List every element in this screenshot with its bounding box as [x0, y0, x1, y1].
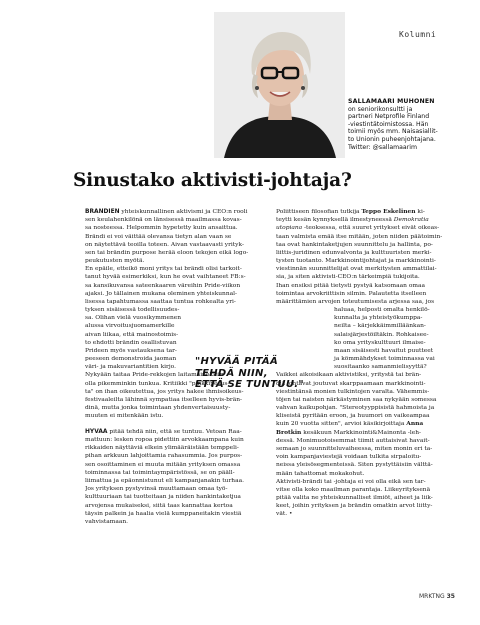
- section-label: Kolumni: [399, 30, 437, 39]
- body-line: on näytettävä teoilla toteen. Aivan vastaavasti yrityk-: [85, 241, 244, 248]
- bio-line: on seniorikonsultti ja: [348, 105, 413, 113]
- bio-line: toimii myös mm. Naisasiallit-: [348, 128, 438, 136]
- body-line: En epäile, etteikö moni yritys tai brändi olisi tarkoit-: [85, 266, 242, 273]
- body-line: arvojensa mukaiseksi, siitä taas kannattaa kertoa: [85, 502, 233, 509]
- author-name: SALLAMAARI MUHONEN: [348, 98, 435, 105]
- body-line: ja kömmähdykset toiminnassa vai: [334, 356, 435, 363]
- body-line: diä johtavat joutuvat skarppaamaan markkinointi-: [276, 380, 426, 387]
- body-line: tanut hyvää esimerkiksi, kun he ovat vaihtaneet FB:s-: [85, 274, 246, 281]
- body-line: keet, joihin yrityksen ja brändin omatkin arvot liitty-: [276, 503, 433, 510]
- body-line: mään tahattomat mokakohut.: [276, 470, 365, 477]
- body-line: neilta – kärjekkäimmilläänkan-: [334, 323, 426, 330]
- body-line: sa kansikuvansa sateenkaaren väreihin Pride-viikon: [85, 282, 241, 289]
- body-line: olla pikemminkin tunkua. Kritiikki "pinkkipesus-: [85, 380, 230, 387]
- body-line: sia, ja siten aktivisti-CEO:n tärkeimpiä tukijoita.: [276, 274, 420, 281]
- body-line: sa nosteessa. Helpommin hypetetty kuin ansaittua.: [85, 225, 238, 232]
- body-line: festivaaleilta lähinnä sympatiaa itselleen hyvis-brän-: [85, 396, 242, 403]
- body-line: vät. •: [276, 511, 293, 518]
- article-column-right: [276, 208, 451, 519]
- body-line: määrittämien arvojen toteutumisesta arjessa saa, jos: [276, 298, 435, 305]
- author-bio: [348, 98, 460, 151]
- body-line: suositaanko samanmielisyyttä?: [334, 364, 427, 371]
- body-line: sa. Olihan vielä vuosikymmenen: [85, 315, 182, 322]
- body-line: vitse olla koko maailman parantaja. Liikeyrityksenä: [276, 486, 431, 493]
- body-line: BRÄNDIEN yhteiskunnallinen aktivismi ja CEO:n rooli: [85, 209, 248, 215]
- body-line: haluaa, helposti omalta henkilö-: [334, 307, 430, 314]
- body-line: Brändi ei voi väittää olevansa tietyn alan vaan se: [85, 233, 232, 240]
- bio-line: partneri Netprofile Finland: [348, 113, 430, 121]
- body-line: vahvistamaan.: [85, 518, 129, 525]
- page-footer: [419, 593, 455, 600]
- body-line: rikkaiden näyttäviä elkein ylimääräistään temppeli-: [85, 445, 239, 452]
- pull-quote-line: "HYVÄÄ PITÄÄ: [195, 356, 279, 367]
- body-line: Nykyään taitaa Pride-rekkojen laitamainoksiin: [85, 372, 224, 379]
- body-line: ta" on ihan oikeutettua, jos yritys hakee ihmisoikeus-: [85, 388, 244, 395]
- body-line: taa ovat hankintaketjujen suunnittelu ja hallinta, po-: [276, 241, 433, 248]
- author-photo-illustration: [214, 12, 345, 158]
- body-line: Ihan ensiksi pitää tietysti pystyä katsomaan omaa: [276, 282, 425, 289]
- body-line: viestinnän suunnittelijat ovat merkitysten ammattilai-: [276, 266, 437, 273]
- body-line: kuin 20 vuotta sitten", arvioi käsikirjoittaja Anna: [276, 420, 424, 428]
- body-line: neissa yleisösegmenteissä. Siten pystyttäisiin välttä-: [276, 462, 433, 469]
- body-line: sen keulahenkilönä on länsisessä maailmassa kovas-: [85, 217, 242, 224]
- pull-quote-line: ETTÄ SE TUNTUU.": [195, 379, 304, 390]
- body-line: liittis-juridinen edunvalvonta ja kulttuuristen merki-: [276, 249, 432, 256]
- body-line: vahvan kaikupohjan. "Stereotyyppisistä hahmoista ja: [276, 405, 435, 412]
- body-line: sen tai brändin purpose herää eloon tekojen eikä logo-: [85, 249, 249, 256]
- body-line: Aktivisti-brändi tai -johtaja ei voi olla eikä sen tar-: [276, 478, 426, 485]
- body-line: muuten ei mitenkään istu.: [85, 413, 164, 420]
- body-line: väri- ja makuvariantitien kirjo.: [85, 364, 176, 371]
- body-line: mattuun: lesken ropoa pidettiin arvokkaampana kuin: [85, 437, 244, 444]
- body-line: toiminnassa tai toimintaympäristössä, se on pääll-: [85, 469, 235, 476]
- article-headline: Sinustako aktivisti-johtaja?: [73, 170, 352, 191]
- body-line: Poliittiseen filosofian tutkija Teppo Eskelinen ki-: [276, 208, 425, 215]
- body-line: ajaksi. Jo tällainen mukana oleminen yhteiskunnal-: [85, 290, 238, 297]
- body-line: HYVÄÄ pitää tehdä niin, että se tuntuu. Vetoan Raa-: [85, 428, 242, 435]
- body-line: kliseistä pyritään eroon, ja huumori on vaikeampaa: [276, 413, 430, 420]
- body-line: liimattua ja epäonnistunut eli kampanjanakin turhaa.: [85, 478, 244, 484]
- page-number: 35: [446, 593, 455, 600]
- body-line: töjen tai naisten närkästyminen saa nykyään somessa: [276, 396, 437, 403]
- body-line: dessä. Monimuotoisemmat tiimit auttaisivat havait-: [276, 437, 430, 444]
- bio-line: -viestintätoimistossa. Hän: [348, 120, 429, 128]
- body-line: ko oma yrityskulttuuri ilmaise-: [334, 339, 426, 346]
- body-line: Jos yrityksen pystyvinsä muuttamaan omaa työ-: [85, 486, 228, 493]
- body-line: utopiana -teoksessa, että suuret yritykset eivät oikeas-: [276, 225, 440, 232]
- body-line: viestintänsä monien tulkintojen varalta. Vähemmis-: [276, 388, 430, 395]
- body-line: alussa virvoitusjuomamerkille: [85, 323, 175, 330]
- body-line: voin kampanjaviestejä voidaan tulkita sirpaloitu-: [276, 454, 422, 461]
- body-line: pihan arkkuun lahjoittamia rahasummia. Jos purpos-: [85, 453, 243, 460]
- body-line: täysin palkein ja haalia vielä kumppaneitakin viestiä: [85, 510, 242, 517]
- author-portrait: [214, 12, 345, 158]
- body-line: pitää valita ne yhteiskunnalliset ilmiöt, aiheet ja liik-: [276, 495, 433, 502]
- body-line: kulttuuriaan tai tuotteitaan ja niiden hankintaketjua: [85, 494, 241, 501]
- body-line: peeseen demonstroida jaoman: [85, 356, 177, 363]
- body-line: tysten tuotanto. Markkinointijohtajat ja markkinointi-: [276, 258, 436, 265]
- body-line: Brotkin kesäkuun Markkinointi&Mainonta -leh-: [276, 428, 421, 436]
- body-line: kunnalta ja yhteistyökumppa-: [334, 315, 423, 322]
- body-line: lisessa tapahtumassa saattaa tuntua rohkealta yri-: [85, 298, 236, 305]
- body-line: maan sisäisesti havaitut puutteet: [334, 347, 434, 354]
- body-line: toimintaa arvokriittisin silmin. Palautetta itselleen: [276, 290, 427, 297]
- body-line: semaan jo suunnitteluvaiheessa, miten monin eri ta-: [276, 445, 433, 452]
- body-line: to ehdotti brändin osallistuvan: [85, 339, 177, 346]
- body-line: sen osoittaminen ei muuta mitään yrityksen omassa: [85, 461, 241, 468]
- author-twitter-handle: Twitter: @sallamaarim: [348, 143, 418, 151]
- pull-quote-line: TEHDÄ NIIN,: [195, 367, 268, 379]
- body-line: peukutusten myötä.: [85, 258, 145, 265]
- body-line: salaisjärjestöiltäkin. Rohkaisee-: [334, 331, 429, 338]
- body-line: taan valmista emää itse mitään, joten niiden päätoimin-: [276, 233, 443, 240]
- bio-line: to Unionin puheenjohtajana.: [348, 135, 436, 143]
- body-line: teytti kesän kynnyksellä ilmestyneessä Demokratia: [276, 217, 429, 224]
- body-line: dinä, mutta jonka toimintaan yhdenvertaisuusty-: [85, 405, 231, 412]
- magazine-name: MRKTNG: [419, 593, 445, 600]
- body-line: tyksen sisäisessä todellisuudes-: [85, 307, 180, 314]
- body-line: aivan liikaa, että mainostoimis-: [85, 331, 179, 338]
- body-line: Vaikkei aikoisikaan aktivistiksi, yritystä tai brän-: [276, 372, 422, 379]
- body-line: Prideen myös vastauksena tar-: [85, 347, 177, 354]
